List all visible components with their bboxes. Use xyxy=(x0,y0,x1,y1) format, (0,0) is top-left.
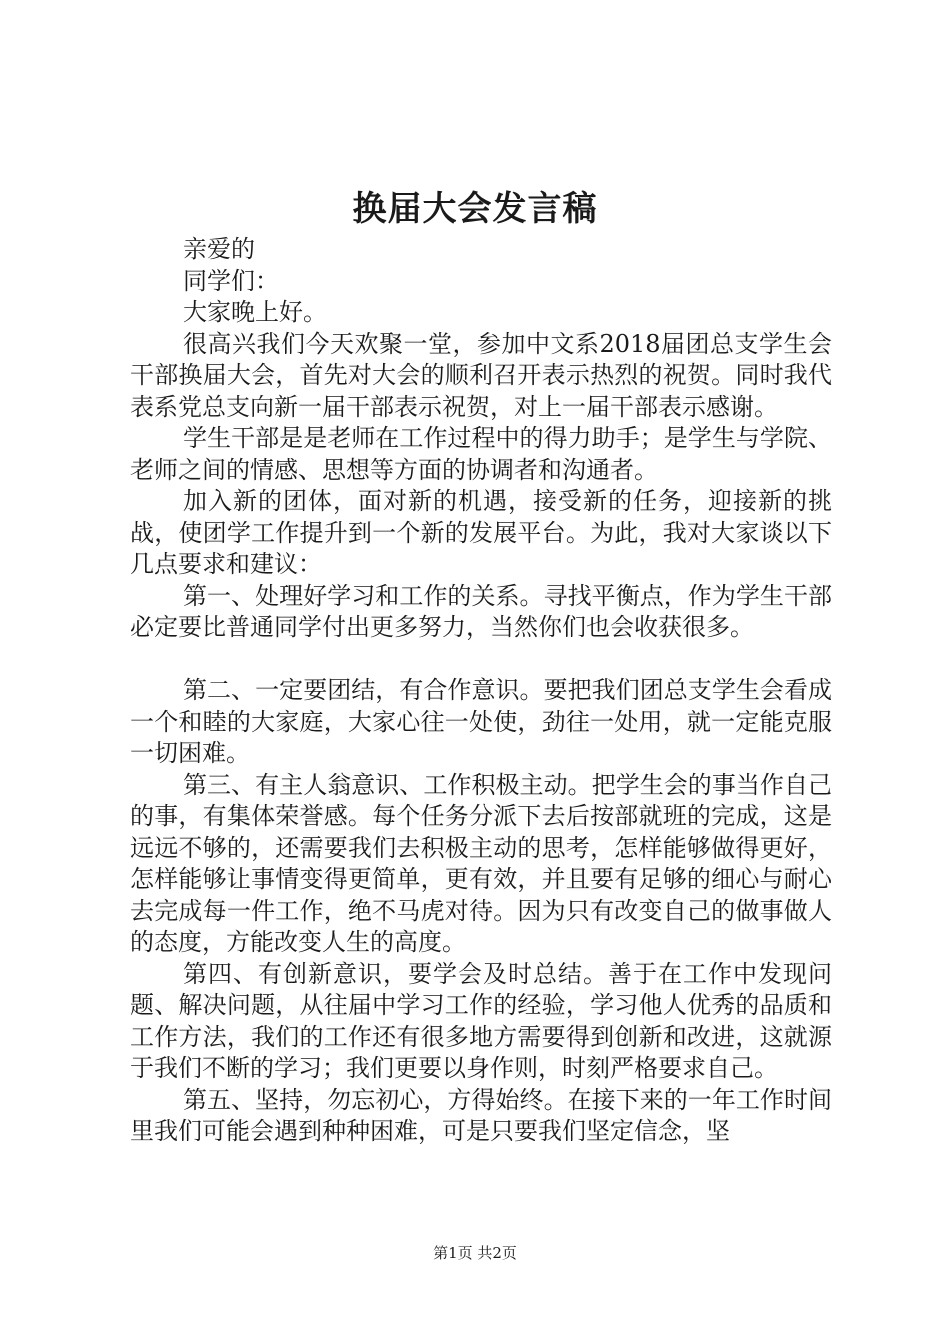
paragraph-opening: 很高兴我们今天欢聚一堂，参加中文系2018届团总支学生会干部换届大会，首先对大会的顺利召开表示热烈的祝贺。同时我代表系党总支向新一届干部表示祝贺，对上一届干部表示感谢。 xyxy=(130,329,832,421)
paragraph-intro-requirements: 加入新的团体，面对新的机遇，接受新的任务，迎接新的挑战，使团学工作提升到一个新的发展平台。为此，我对大家谈以下几点要求和建议： xyxy=(130,487,832,578)
paragraph-salutation-2: 同学们： xyxy=(183,266,279,295)
document-title: 换届大会发言稿 xyxy=(352,189,598,229)
page-number-footer: 第1页 共2页 xyxy=(433,1244,517,1262)
paragraph-greeting: 大家晚上好。 xyxy=(183,298,327,326)
paragraph-point-2: 第二、一定要团结，有合作意识。要把我们团总支学生会看成一个和睦的大家庭，大家心往一处使，劲往一处用，就一定能克服一切困难。 xyxy=(130,676,832,767)
paragraph-point-1: 第一、处理好学习和工作的关系。寻找平衡点，作为学生干部必定要比普通同学付出更多努力，当然你们也会收获很多。 xyxy=(130,581,832,641)
document-body xyxy=(130,234,832,1148)
paragraph-point-4: 第四、有创新意识，要学会及时总结。善于在工作中发现问题、解决问题，从往届中学习工作的经验，学习他人优秀的品质和工作方法，我们的工作还有很多地方需要得到创新和改进，这就源于我们不断的学习；我们更要以身作则，时刻严格要求自己。 xyxy=(130,959,832,1082)
paragraph-point-5: 第五、坚持，勿忘初心，方得始终。在接下来的一年工作时间里我们可能会遇到种种困难，可是只要我们坚定信念，坚 xyxy=(130,1085,832,1145)
paragraph-point-3: 第三、有主人翁意识、工作积极主动。把学生会的事当作自己的事，有集体荣誉感。每个任务分派下去后按部就班的完成，这是远远不够的，还需要我们去积极主动的思考，怎样能够做得更好，怎样能够让事情变得更简单，更有效，并且要有足够的细心与耐心去完成每一件工作，绝不马虎对待。因为只有改变自己的做事做人的态度，方能改变人生的高度。 xyxy=(130,770,832,956)
paragraph-salutation-1: 亲爱的 xyxy=(183,235,255,263)
paragraph-role: 学生干部是是老师在工作过程中的得力助手；是学生与学院、老师之间的情感、思想等方面的协调者和沟通者。 xyxy=(130,424,832,484)
